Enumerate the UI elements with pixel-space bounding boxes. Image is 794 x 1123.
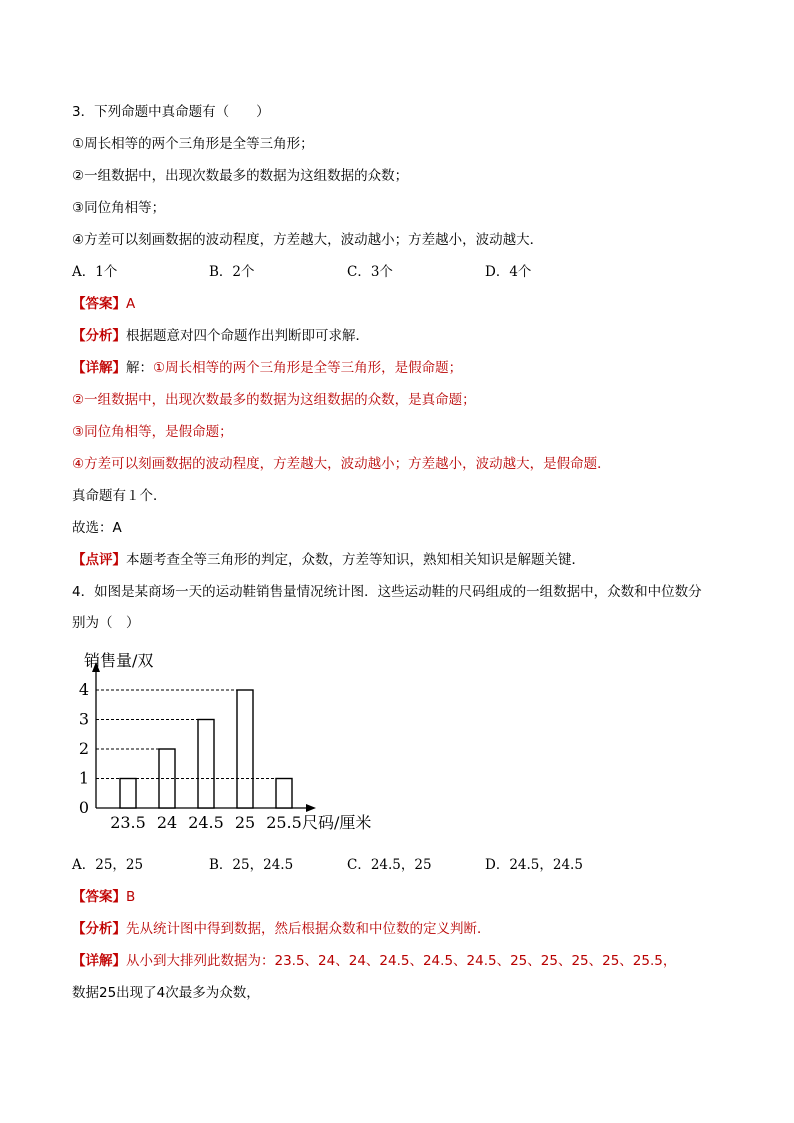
x-axis-arrow bbox=[306, 804, 316, 812]
x-tick-label: 25.5 bbox=[266, 813, 302, 832]
detail-text: 从小到大排列此数据为：23.5、24、24、24.5、24.5、24.5、25、25、25、25、25.5， bbox=[126, 953, 677, 969]
x-tick-label: 25 bbox=[234, 813, 256, 832]
q3-item-4: ④方差可以刻画数据的波动程度，方差越大，波动越小；方差越小，波动越大． bbox=[72, 232, 544, 248]
y-tick-label: 2 bbox=[78, 739, 90, 758]
y-tick-label: 3 bbox=[78, 709, 90, 729]
comment-tag: 【点评】 bbox=[72, 552, 126, 568]
bar-24.5 bbox=[198, 720, 214, 809]
sales-bar-chart bbox=[70, 642, 400, 842]
y-tick-label: 1 bbox=[78, 768, 90, 788]
q3-stem: 3．下列命题中真命题有（ ） bbox=[72, 104, 270, 120]
x-tick-label: 24.5 bbox=[188, 813, 224, 832]
detail-tag: 【详解】 bbox=[72, 953, 126, 969]
q3-detail-4: ④方差可以刻画数据的波动程度，方差越大，波动越小；方差越小，波动越大，是假命题． bbox=[72, 456, 611, 472]
x-tick-label: 23.5 bbox=[110, 813, 146, 832]
q3-option-c: C．3个 bbox=[347, 264, 393, 280]
q4-option-d: D．24.5，24.5 bbox=[485, 857, 583, 873]
q4-option-c: C．24.5，25 bbox=[347, 857, 432, 873]
q4-analysis bbox=[72, 919, 491, 939]
q3-option-b: B．2个 bbox=[209, 264, 255, 280]
y-tick-label: 0 bbox=[78, 798, 90, 817]
q3-option-d: D．4个 bbox=[485, 264, 532, 280]
detail-text: ①周长相等的两个三角形是全等三角形，是假命题； bbox=[153, 360, 463, 376]
bar-25.5 bbox=[276, 779, 292, 809]
detail-tag: 【详解】 bbox=[72, 360, 126, 376]
q3-option-a: A．1个 bbox=[72, 264, 118, 280]
q3-item-1: ①周长相等的两个三角形是全等三角形； bbox=[72, 136, 314, 152]
q3-detail-2: ②一组数据中，出现次数最多的数据为这组数据的众数，是真命题； bbox=[72, 392, 476, 408]
q3-detail-3: ③同位角相等，是假命题； bbox=[72, 424, 233, 440]
q3-choice: 故选：A bbox=[72, 520, 122, 536]
answer-value: A bbox=[126, 296, 136, 312]
bar-23.5 bbox=[120, 779, 136, 809]
q4-answer bbox=[72, 887, 135, 907]
q4-stem-line-1: 4．如图是某商场一天的运动鞋销售量情况统计图．这些运动鞋的尺码组成的一组数据中，众数和中位数分 bbox=[72, 584, 702, 600]
q4-stem-line-2: 别为（ ） bbox=[72, 615, 140, 631]
comment-text: 本题考查全等三角形的判定，众数，方差等知识，熟知相关知识是解题关键． bbox=[126, 552, 585, 568]
q3-comment bbox=[72, 550, 585, 570]
q4-option-a: A．25，25 bbox=[72, 857, 144, 873]
answer-tag: 【答案】 bbox=[72, 889, 126, 905]
y-tick-label: 4 bbox=[78, 680, 90, 699]
bar-25 bbox=[237, 690, 253, 808]
x-tick-label: 24 bbox=[156, 813, 178, 832]
analysis-tag: 【分析】 bbox=[72, 328, 126, 344]
q3-detail-1 bbox=[72, 358, 462, 378]
q4-option-b: B．25，24.5 bbox=[209, 857, 294, 873]
q3-analysis bbox=[72, 326, 369, 346]
detail-prefix: 解： bbox=[126, 360, 153, 376]
x-axis-label: 尺码/厘米 bbox=[302, 813, 372, 832]
analysis-text: 先从统计图中得到数据，然后根据众数和中位数的定义判断． bbox=[126, 921, 491, 937]
analysis-text: 根据题意对四个命题作出判断即可求解． bbox=[126, 328, 369, 344]
q3-answer bbox=[72, 294, 135, 314]
analysis-tag: 【分析】 bbox=[72, 921, 126, 937]
y-axis-label: 销售量/双 bbox=[84, 651, 154, 670]
q4-detail-2: 数据25出现了4次最多为众数， bbox=[72, 985, 260, 1001]
q3-item-2: ②一组数据中，出现次数最多的数据为这组数据的众数； bbox=[72, 168, 409, 184]
q3-item-3: ③同位角相等； bbox=[72, 200, 166, 216]
answer-tag: 【答案】 bbox=[72, 296, 126, 312]
answer-value: B bbox=[126, 889, 136, 905]
q3-conclusion: 真命题有１个． bbox=[72, 488, 167, 504]
q4-detail-1 bbox=[72, 951, 676, 971]
